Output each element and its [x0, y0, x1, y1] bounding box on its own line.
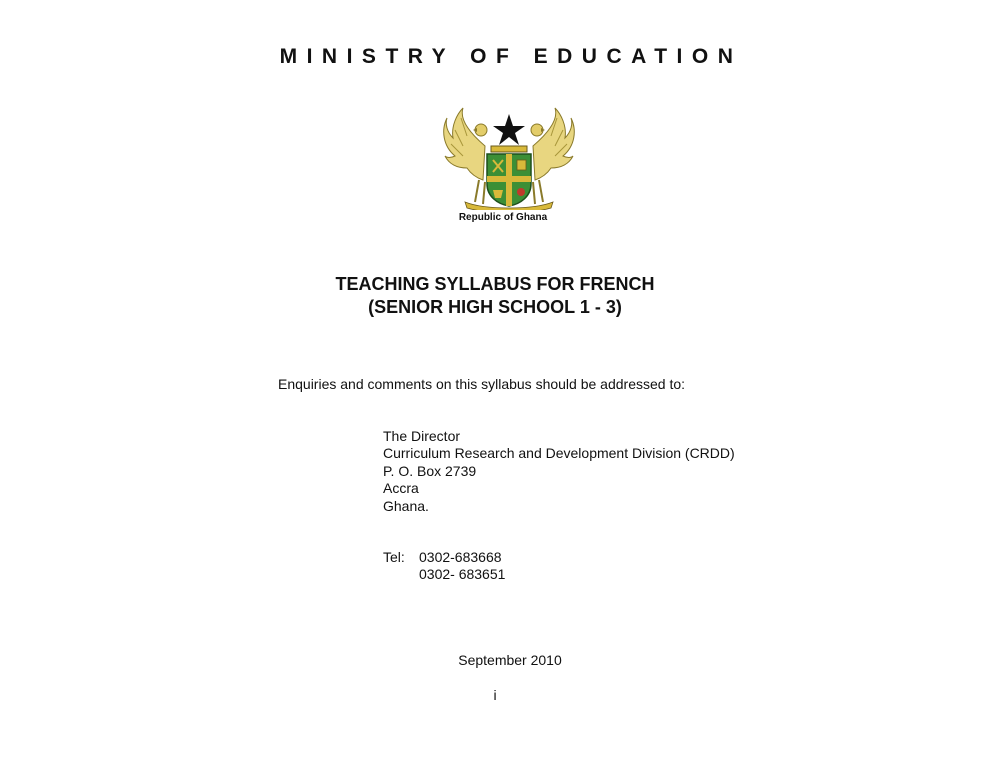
address-line: Ghana.	[383, 497, 429, 514]
coat-of-arms-icon	[441, 106, 577, 210]
telephone-number: 0302- 683651	[419, 566, 506, 583]
emblem-caption: Republic of Ghana	[458, 212, 548, 223]
document-title	[245, 273, 745, 319]
address-line: P. O. Box 2739	[383, 462, 477, 479]
telephone-label: Tel:	[383, 549, 405, 565]
address-line: The Director	[383, 428, 461, 444]
page-number: i	[493, 687, 497, 703]
address-block	[383, 428, 735, 515]
telephone-number: 0302-683668	[419, 549, 502, 565]
ministry-heading: MINISTRY OF EDUCATION	[279, 45, 743, 68]
address-line: Accra	[383, 480, 419, 497]
address-line: Curriculum Research and Development Division (CRDD)	[383, 445, 735, 462]
title-line-1: TEACHING SYLLABUS FOR FRENCH	[335, 274, 655, 294]
title-line-2: (SENIOR HIGH SCHOOL 1 - 3)	[368, 297, 622, 317]
publication-date: September 2010	[458, 652, 562, 668]
enquiry-text: Enquiries and comments on this syllabus should be addressed to:	[278, 376, 686, 392]
